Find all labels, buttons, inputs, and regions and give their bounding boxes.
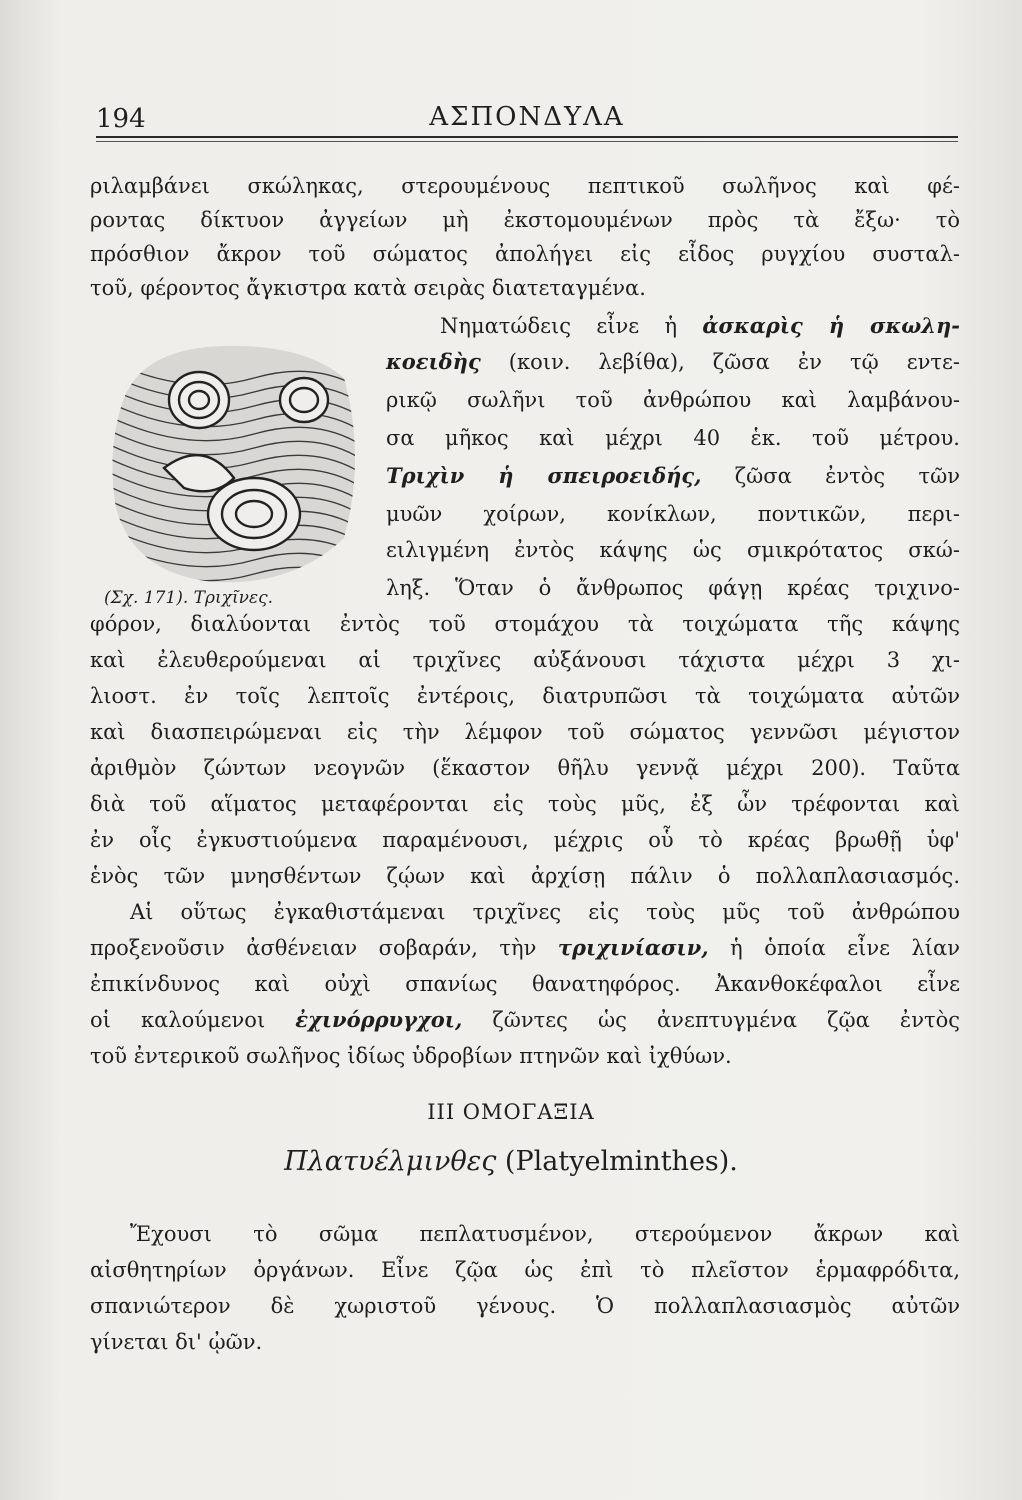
text-line: ἐν οἷς ἐγκυστιούμενα παραμένουσι, μέχρις οὗ τὸ κρέας βρωθῇ ὑφ' xyxy=(90,828,960,852)
text-line: Ἔχουσι τὸ σῶμα πεπλατυσμένον, στερούμενον ἄκρων καὶ xyxy=(130,1222,960,1246)
header-rule xyxy=(96,136,958,138)
text-line: σα μῆκος καὶ μέχρι 40 ἑκ. τοῦ μέτρου. xyxy=(386,426,960,450)
text-line: πρόσθιον ἄκρον τοῦ σώματος ἀπολήγει εἰς εἶδος ρυγχίου συσταλ- xyxy=(90,242,960,266)
header-rule-thin xyxy=(96,141,958,142)
text-span: οἱ καλούμενοι xyxy=(90,1008,296,1032)
text-line: ἀριθμὸν ζώντων νεογνῶν (ἕκαστον θῆλυ γεννᾷ μέχρι 200). Ταῦτα xyxy=(90,756,960,780)
term-trichiniasis: τριχινίασιν, xyxy=(557,935,709,960)
text-line xyxy=(90,1006,960,1034)
text-line: μυῶν χοίρων, κονίκλων, ποντικῶν, περι- xyxy=(386,502,960,526)
text-span: ἡ ὁποία εἶνε λίαν xyxy=(708,936,960,960)
text-span: (κοιν. λεβίθα), ζῶσα ἐν τῷ εντε- xyxy=(480,350,960,374)
term-echinorhynchus: ἐχινόρρυγχοι, xyxy=(295,1007,463,1032)
page-header xyxy=(96,100,958,134)
text-span: ζῶσα ἐντὸς τῶν xyxy=(701,464,960,488)
text-line: αἰσθητηρίων ὀργάνων. Εἶνε ζῷα ὡς ἐπὶ τὸ πλεῖστον ἑρμαφρόδιτα, xyxy=(90,1258,960,1282)
text-line: ειλιγμένη ἐντὸς κάψης ὡς σμικρότατος σκώ- xyxy=(386,538,960,562)
text-line: τοῦ ἐντερικοῦ σωλῆνος ἰδίως ὑδροβίων πτηνῶν καὶ ἰχθύων. xyxy=(90,1044,732,1068)
text-line: ἑνὸς τῶν μνησθέντων ζῴων καὶ ἀρχίσῃ πάλιν ὁ πολλαπλασιασμός. xyxy=(90,864,960,888)
text-line: γίνεται δι' ᾠῶν. xyxy=(90,1330,263,1354)
text-line: ρικῷ σωλῆνι τοῦ ἀνθρώπου καὶ λαμβάνου- xyxy=(386,388,960,412)
trichina-illustration xyxy=(104,338,374,588)
text-line: καὶ ἐλευθερούμεναι αἱ τριχῖνες αὐξάνουσι τάχιστα μέχρι 3 χι- xyxy=(90,648,960,672)
text-line xyxy=(440,312,960,340)
text-line: ληξ. Ὅταν ὁ ἄνθρωπος φάγῃ κρέας τριχινο- xyxy=(386,576,960,600)
text-line: Αἱ οὕτως ἐγκαθιστάμεναι τριχῖνες εἰς τοὺς μῦς τοῦ ἀνθρώπου xyxy=(130,900,960,924)
subtitle-greek: Πλατυέλμινθες xyxy=(284,1146,497,1177)
text-line: ροντας δίκτυον ἀγγείων μὴ ἐκστομουμένων πρὸς τὰ ἔξω· τὸ xyxy=(90,208,960,232)
text-line: φόρον, διαλύονται ἐντὸς τοῦ στομάχου τὰ τοιχώματα τῆς κάψης xyxy=(90,612,960,636)
text-line xyxy=(386,348,960,376)
text-line: διὰ τοῦ αἵματος μεταφέρονται εἰς τοὺς μῦς, ἐξ ὧν τρέφονται καὶ xyxy=(90,792,960,816)
text-line xyxy=(386,462,960,490)
figure-caption: (Σχ. 171). Τριχῖνες. xyxy=(104,588,273,608)
text-line: ἐπικίνδυνος καὶ οὐχὶ σπανίως θανατηφόρος. Ἀκανθοκέφαλοι εἶνε xyxy=(90,972,960,996)
text-line: σπανιώτερον δὲ χωριστοῦ γένους. Ὁ πολλαπλασιασμὸς αὐτῶν xyxy=(90,1294,960,1318)
text-line: ριλαμβάνει σκώληκας, στερουμένους πεπτικοῦ σωλῆνος καὶ φέ- xyxy=(90,174,960,198)
text-span: Νηματώδεις εἶνε ἡ xyxy=(440,314,703,338)
term-trichina: Τριχὶν ἡ σπειροειδής, xyxy=(386,463,702,488)
trichina-engraving-icon xyxy=(104,338,374,588)
text-span: προξενοῦσιν ἀσθένειαν σοβαράν, τὴν xyxy=(90,936,558,960)
term-ascaris: ἀσκαρὶς ἡ σκωλη- xyxy=(702,313,960,338)
section-heading: III ΟΜΟΓΑΞΙΑ xyxy=(427,1100,595,1124)
section-subtitle xyxy=(0,1146,1022,1177)
term-ascaris-cont: κοειδὴς xyxy=(386,349,481,374)
page-number: 194 xyxy=(96,104,146,134)
text-line: τοῦ, φέροντος ἄγκιστρα κατὰ σειρὰς διατεταγμένα. xyxy=(90,276,646,300)
text-span: ζῶντες ὡς ἀνεπτυγμένα ζῷα ἐντὸς xyxy=(462,1008,960,1032)
text-line: καὶ διασπειρώμεναι εἰς τὴν λέμφον τοῦ σώματος γεννῶσι μέγιστον xyxy=(90,720,960,744)
running-title: ΑΣΠΟΝΔΥΛΑ xyxy=(429,102,625,132)
subtitle-latin: (Platyelminthes). xyxy=(496,1146,738,1177)
text-line xyxy=(90,934,960,962)
text-line: λιοστ. ἐν τοῖς λεπτοῖς ἐντέροις, διατρυπῶσι τὰ τοιχώματα αὐτῶν xyxy=(90,684,960,708)
